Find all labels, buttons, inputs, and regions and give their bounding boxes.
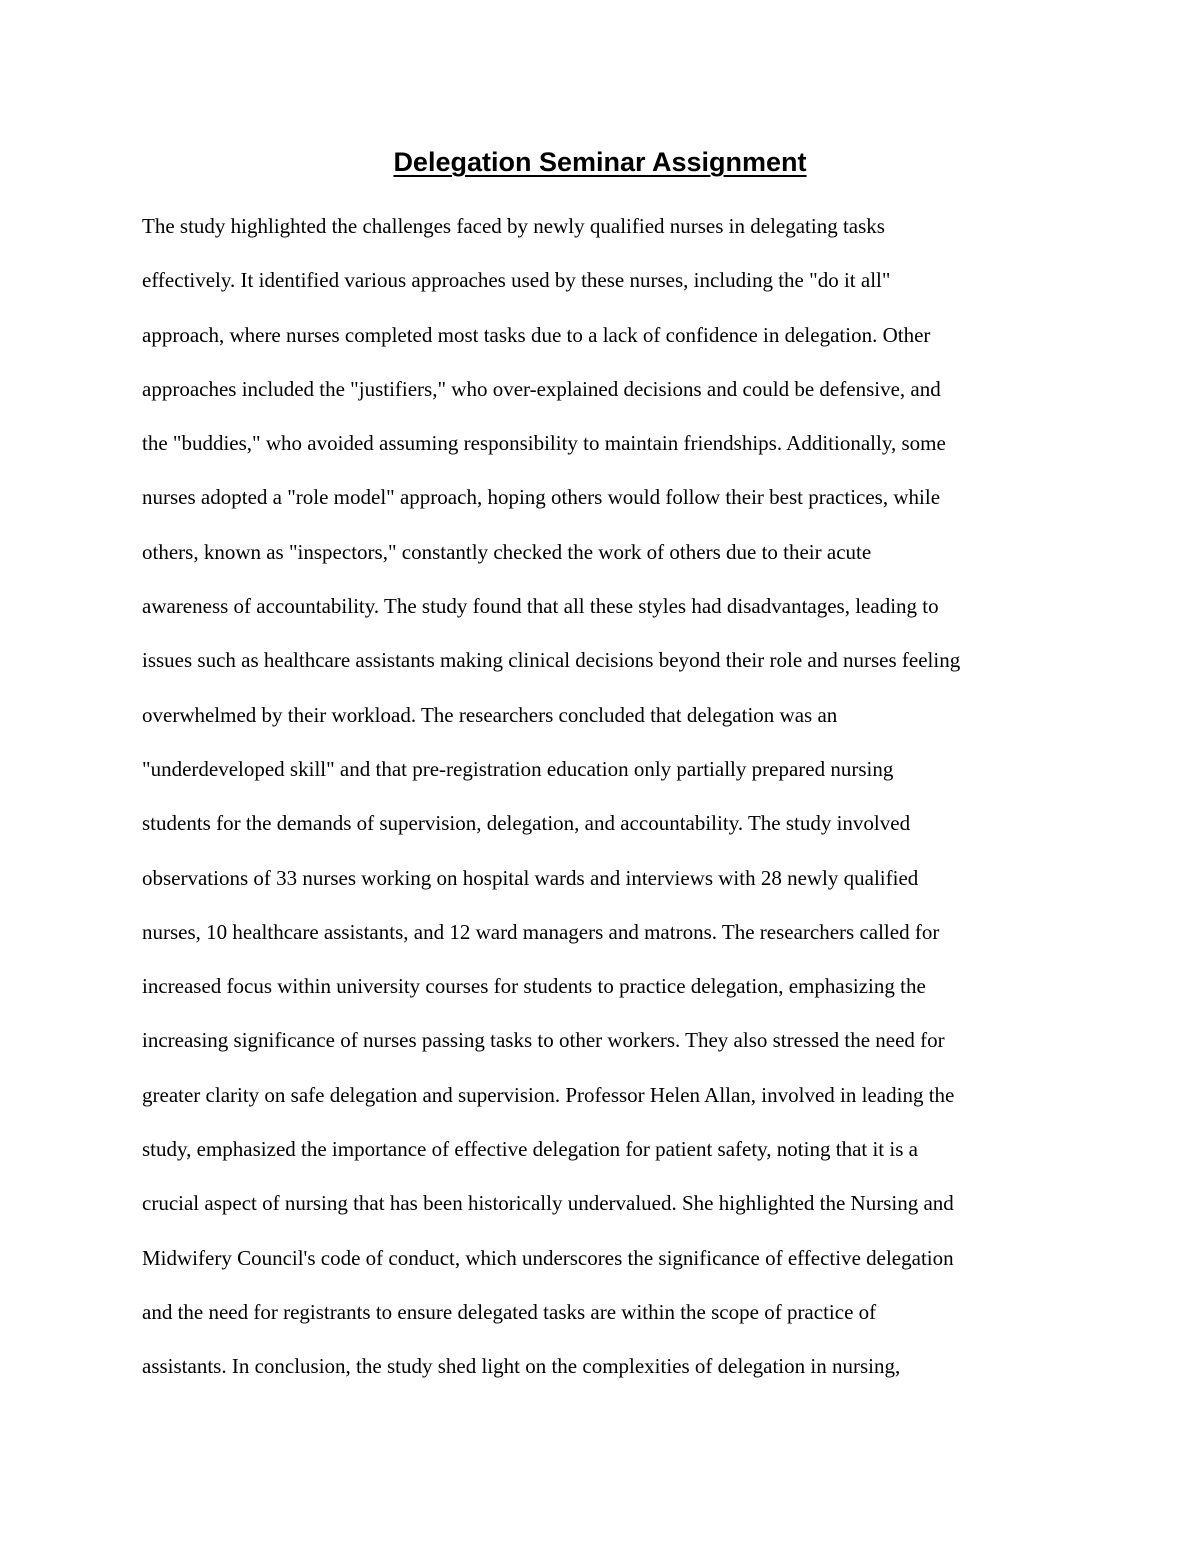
body-line: crucial aspect of nursing that has been historically undervalued. She highlighted the Nursing and <box>142 1191 954 1216</box>
document-title-text: Delegation Seminar Assignment <box>393 147 807 177</box>
body-line: effectively. It identified various approaches used by these nurses, including the "do it all" <box>142 268 891 293</box>
body-line: and the need for registrants to ensure delegated tasks are within the scope of practice of <box>142 1299 877 1324</box>
body-line: observations of 33 nurses working on hospital wards and interviews with 28 newly qualified <box>142 865 919 890</box>
document-title <box>0 142 1200 182</box>
body-line: issues such as healthcare assistants making clinical decisions beyond their role and nurses feeling <box>142 648 961 673</box>
body-line: approach, where nurses completed most tasks due to a lack of confidence in delegation. Other <box>142 322 931 347</box>
body-line: greater clarity on safe delegation and supervision. Professor Helen Allan, involved in leading the <box>142 1082 955 1107</box>
body-line: others, known as "inspectors," constantly checked the work of others due to their acute <box>142 539 872 564</box>
body-line: nurses adopted a "role model" approach, hoping others would follow their best practices, while <box>142 485 941 510</box>
body-line: "underdeveloped skill" and that pre-registration education only partially prepared nursing <box>142 756 894 781</box>
body-line: the "buddies," who avoided assuming responsibility to maintain friendships. Additionally, some <box>142 431 946 456</box>
body-line: awareness of accountability. The study found that all these styles had disadvantages, leading to <box>142 594 939 619</box>
body-line: students for the demands of supervision, delegation, and accountability. The study involved <box>142 811 911 836</box>
body-line: Midwifery Council's code of conduct, which underscores the significance of effective delegation <box>142 1245 954 1270</box>
document-body <box>142 203 1062 1398</box>
body-line: study, emphasized the importance of effective delegation for patient safety, noting that it is a <box>142 1137 918 1162</box>
body-line: increasing significance of nurses passing tasks to other workers. They also stressed the need for <box>142 1028 945 1053</box>
body-line: assistants. In conclusion, the study shed light on the complexities of delegation in nursing, <box>142 1354 901 1379</box>
body-line: approaches included the "justifiers," who over-explained decisions and could be defensive, and <box>142 376 941 401</box>
body-line: The study highlighted the challenges faced by newly qualified nurses in delegating tasks <box>142 214 885 238</box>
body-line: overwhelmed by their workload. The researchers concluded that delegation was an <box>142 702 838 727</box>
body-line: nurses, 10 healthcare assistants, and 12 ward managers and matrons. The researchers called for <box>142 919 940 944</box>
body-line: increased focus within university courses for students to practice delegation, emphasizing the <box>142 974 926 999</box>
